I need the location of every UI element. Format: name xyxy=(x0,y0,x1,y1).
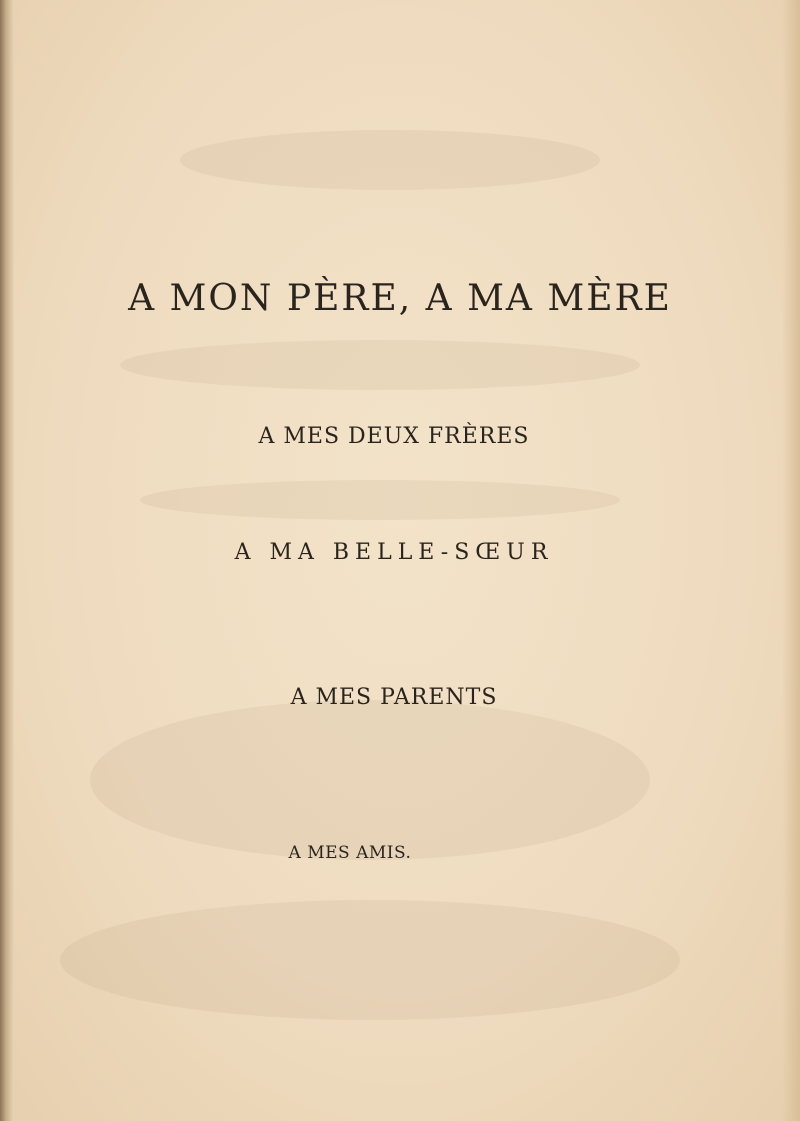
dedication-parents-heading: A MON PÈRE, A MA MÈRE xyxy=(128,278,672,319)
dedication-friends: A MES AMIS. xyxy=(288,843,412,863)
dedication-sister-in-law: A MA BELLE-SŒUR xyxy=(234,540,554,565)
paper-stain xyxy=(180,130,600,190)
paper-stain xyxy=(90,700,650,860)
paper-stain xyxy=(60,900,680,1020)
paper-stain xyxy=(140,480,620,520)
dedication-brothers: A MES DEUX FRÈRES xyxy=(258,424,530,449)
dedication-relatives: A MES PARENTS xyxy=(290,685,498,710)
paper-stain xyxy=(120,340,640,390)
